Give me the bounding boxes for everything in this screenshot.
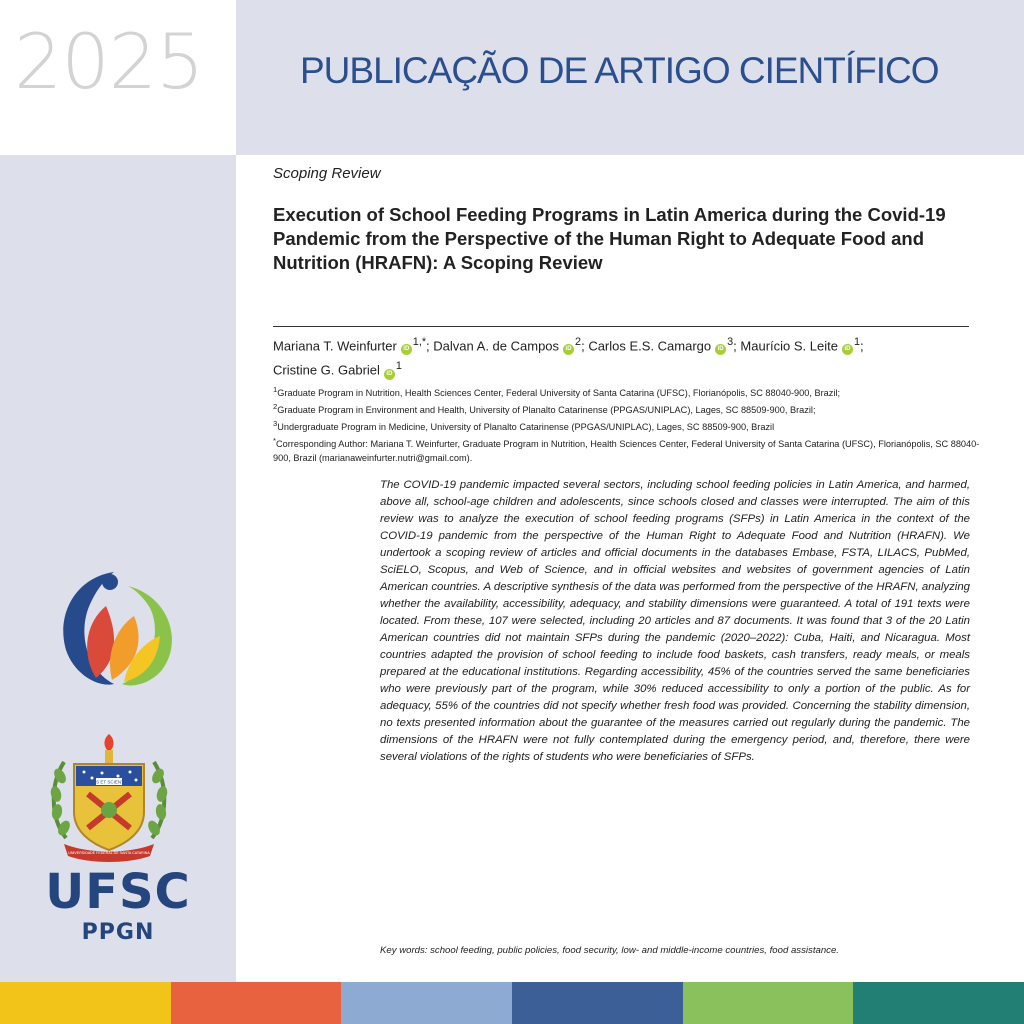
orcid-icon[interactable]: iD [401,344,412,355]
title-divider [273,326,969,327]
author-sup: 3 [727,336,734,348]
author-name: Mariana T. Weinfurter [273,338,397,354]
year-box [0,0,236,155]
strip-segment [171,982,342,1024]
author-name: Maurício S. Leite [740,338,838,354]
ufsc-crest-icon [44,728,174,868]
author-sup: 2 [575,336,582,348]
header-title: PUBLICAÇÃO DE ARTIGO CIENTÍFICO [300,50,939,91]
header-band [236,0,1024,155]
crest-banner: UNIVERSIDADE FEDERAL DE SANTA CATARINA [68,851,150,855]
orcid-icon[interactable]: iD [384,369,395,380]
orcid-icon[interactable]: iD [842,344,853,355]
author-list: Mariana T. Weinfurter $iD^{1,*}$; Dalvan A. de Campos $iD^2$; Carlos E.S. Camargo $iD^3$; Maurício S. Leite $iD^1$; Cristine G. Gabriel $iD^1$ [273,336,864,378]
strip-segment [0,982,171,1024]
strip-segment [341,982,512,1024]
author-name: Dalvan A. de Campos [433,338,560,354]
author-name: Carlos E.S. Camargo [588,338,712,354]
orcid-icon[interactable]: iD [563,344,574,355]
affiliation-item: $^2$Graduate Program in Environment and Health, University of Planalto Catarinense (PPGAS/UNIPLAC), Lages, SC 88509-900, Brazil; [273,402,816,416]
year-label: 2025 [14,17,204,106]
ufsc-wordmark: UFSC [45,864,191,920]
abstract: The COVID-19 pandemic impacted several sectors, including school feeding policies in Latin America, and harmed, above all, school-age children and adolescents, since schools closed and classes were interrupted. The aim of this review was to analyze the execution of school feeding programs (SFPs) in Latin America in the context of the COVID-19 pandemic from the perspective of the Human Right to Adequate Food and Nutrition (HRAFN). We undertook a scoping review of articles and official documents in the databases Embase, FSTA, LILACS, PubMed, SciELO, Scopus, and Web of Science, and in official websites and websites of government agencies of Latin American countries. A descriptive synthesis of the data was performed from the perspective of the HRAFN, analyzing whether the availability, accessibility, adequacy, and stability dimensions were guaranteed. A total of 191 texts were located. From these, 107 were selected, including 20 articles and 87 documents. It was found that 3 of the 20 Latin American countries did not maintain SFPs during the pandemic (2020–2022): Cuba, Haiti, and Nicaragua. Most countries adapted the provision of school feeding to include food baskets, cash transfers, ready meals, or meals prepared at the educational institutions. Regarding accessibility, 45% of the countries served the same beneficiaries who were previously part of the program, while 30% reduced accessibility to only a portion of the public. As for adequacy, 55% of the countries did not specify whether fresh food was provided. Concerning the stability dimension, no texts presented information about the guarantee of the measures carried out regularly during the pandemic. The dimensions of the HRAFN were not fully contemplated during the emergency period, and, therefore, there were several violations of the rights of students who were beneficiaries of SFPs. [380,479,970,763]
author-sup: 1 [395,360,402,373]
orcid-icon[interactable]: iD [715,344,726,355]
doc-type: Scoping Review [273,165,381,182]
paper-page [236,155,1024,982]
ppgn-wordmark: PPGN [81,920,155,945]
paper-title: Execution of School Feeding Programs in Latin America during the Covid-19 Pandemic from the Perspective of the Human Right to Adequate Food and Nutrition (HRAFN): A Scoping Review [273,204,946,273]
ppgn-leaf-logo-icon [52,560,184,692]
strip-segment [853,982,1024,1024]
corresponding-author: *Corresponding Author: Mariana T. Weinfurter, Graduate Program in Nutrition, Health Sciences Center, Federal University of Santa Catarina (UFSC), Florianópolis, SC 88040-900, Brazil (marianaweinfurter.nutri@gmail.com). [273,436,980,464]
affiliation-item: $^3$Undergraduate Program in Medicine, University of Planalto Catarinense (PPGAS/UNIPLAC), Lages, SC 88509-900, Brazil [273,419,775,433]
affiliations [273,383,983,465]
author-name: Cristine G. Gabriel [273,362,380,378]
strip-segment [512,982,683,1024]
author-sup: 1,* [412,336,427,348]
crest-motto: ARS ET SCIENTIA [89,779,129,785]
footer-color-strip [0,982,1024,1024]
keywords: Key words: school feeding, public policies, food security, low- and middle-income countries, food assistance. [380,945,839,956]
author-sup: 1 [853,336,860,348]
affiliation-item: $^1$Graduate Program in Nutrition, Health Sciences Center, Federal University of Santa Catarina (UFSC), Florianópolis, SC 88040-900, Brazil; [273,385,840,399]
strip-segment [683,982,854,1024]
